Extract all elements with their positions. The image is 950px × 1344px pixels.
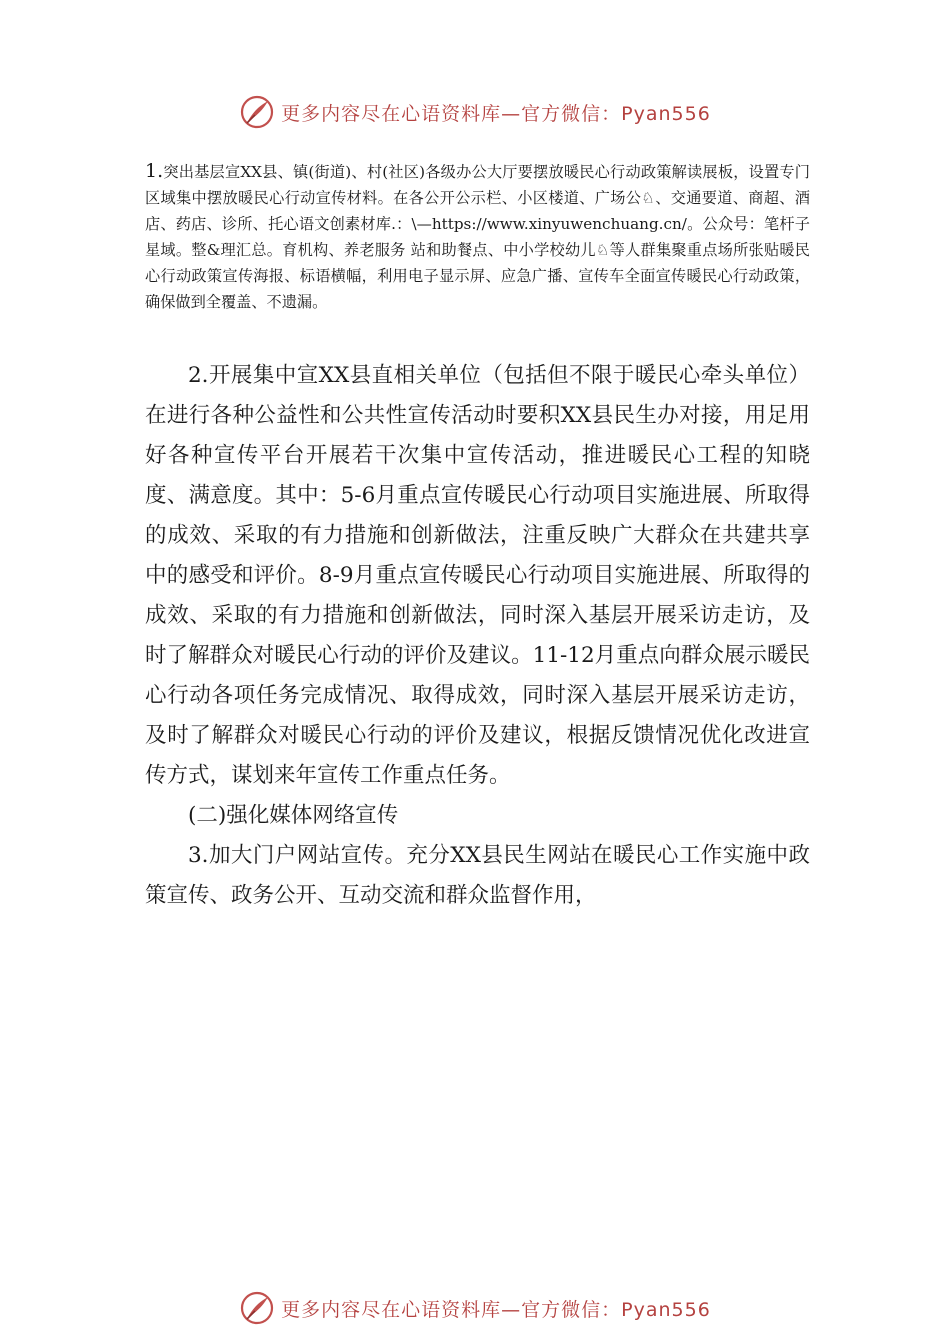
feather-quill-logo (239, 94, 275, 130)
paragraph-3: 3.加大门户网站宣传。充分XX县民生网站在暖民心工作实施中政策宣传、政务公开、互动交流和群众监督作用， (145, 843, 810, 908)
section-heading: (二)强化媒体网络宣传 (188, 803, 399, 828)
paragraph-1 (145, 158, 810, 315)
banner-text: 更多内容尽在心语资料库—官方微信：Pyan556 (281, 102, 711, 125)
paragraph-1-number: 1. (145, 160, 164, 182)
paragraph-1-body: 突出基层宣XX县、镇(街道)、村(社区)各级办公大厅要摆放暖民心行动政策解读展板，设置专门区域集中摆放暖民心行动宣传材料。在各公开公示栏、小区楼道、广场公♘、交通要道、商超、酒店、药店、诊所、托心语文创素材库.：\—https://www.xinyuwenchuang.cn/。公众号：笔杆子星域。整&理汇总。育机构、养老服务 站和助餐点、中小学校幼儿♘等人群集聚重点场所张贴暖民心行动政策宣传海报、标语横幅，利用电子显示屏、应急广播、宣传车全面宣传暖民心行动政策，确保做到全覆盖、不遗漏。 (145, 163, 810, 311)
header-banner (0, 92, 950, 132)
paragraph-2: 2.开展集中宣XX县直相关单位（包括但不限于暖民心牵头单位）在进行各种公益性和公共性宣传活动时要积XX县民生办对接，用足用好各种宣传平台开展若干次集中宣传活动，推进暖民心工程的知晓度、满意度。其中：5-6月重点宣传暖民心行动项目实施进展、所取得的成效、采取的有力措施和创新做法，注重反映广大群众在共建共享中的感受和评价。8-9月重点宣传暖民心行动项目实施进展、所取得的成效、采取的有力措施和创新做法，同时深入基层开展采访走访，及时了解群众对暖民心行动的评价及建议。11-12月重点向群众展示暖民心行动各项任务完成情况、取得成效，同时深入基层开展采访走访，及时了解群众对暖民心行动的评价及建议，根据反馈情况优化改进宣传方式，谋划来年宣传工作重点任务。 (145, 363, 810, 788)
feather-quill-logo (239, 1290, 275, 1326)
banner-text: 更多内容尽在心语资料库—官方微信：Pyan556 (281, 1298, 711, 1321)
footer-banner (0, 1288, 950, 1328)
document-body (145, 356, 810, 916)
